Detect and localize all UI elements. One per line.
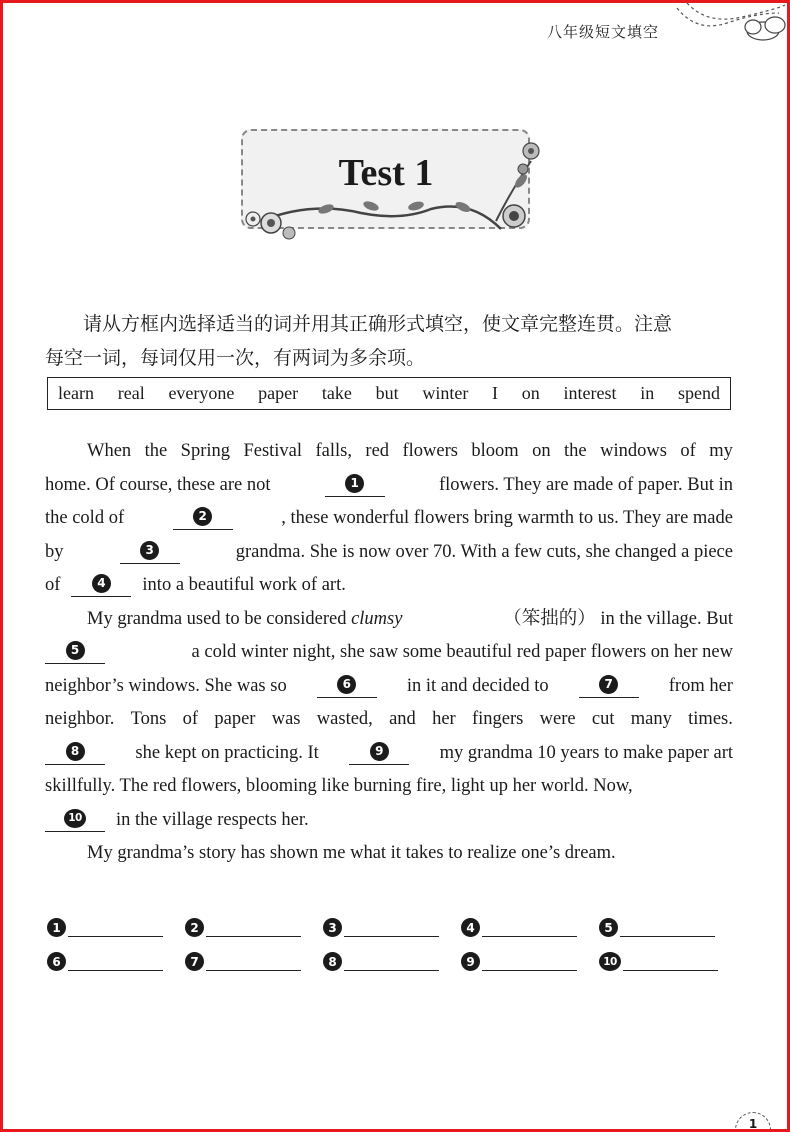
test-title-banner bbox=[231, 121, 551, 251]
passage-line: neighbor’s windows. She was so 6 in it and decided to 7 from her bbox=[45, 670, 733, 704]
word-bank-item: spend bbox=[677, 383, 720, 403]
instruction-line-1: 请从方框内选择适当的词并用其正确形式填空，使文章完整连贯。注意 bbox=[83, 313, 673, 335]
blank-number-badge: 9 bbox=[370, 742, 389, 761]
answer-item-8[interactable] bbox=[323, 952, 461, 973]
book-section-title: 八年级短文填空 bbox=[546, 23, 659, 41]
test-title: Test 1 bbox=[338, 152, 434, 194]
blank-number-badge: 1 bbox=[345, 474, 364, 493]
passage-line: the cold of 2 , these wonderful flowers bring warmth to us. They are made bbox=[45, 502, 733, 536]
passage-line: 8 she kept on practicing. It 9 my grandma 10 years to make paper art bbox=[45, 737, 733, 771]
answer-item-6[interactable] bbox=[47, 952, 185, 973]
word-bank-item: I bbox=[492, 383, 499, 403]
answer-number-badge: 1 bbox=[47, 918, 66, 937]
blank-number-badge: 8 bbox=[66, 742, 85, 761]
blank-6[interactable] bbox=[317, 675, 377, 698]
answer-row bbox=[47, 939, 737, 973]
answer-line[interactable] bbox=[68, 935, 163, 937]
answer-number-badge: 10 bbox=[599, 952, 621, 971]
blank-4[interactable] bbox=[71, 574, 131, 597]
blank-9[interactable] bbox=[349, 742, 409, 765]
answer-number-badge: 8 bbox=[323, 952, 342, 971]
blank-number-badge: 2 bbox=[193, 507, 212, 526]
answer-sheet bbox=[47, 905, 737, 973]
blank-7[interactable] bbox=[579, 675, 639, 698]
blank-number-badge: 3 bbox=[140, 541, 159, 560]
passage-line: When the Spring Festival falls, red flowers bloom on the windows of my bbox=[87, 441, 733, 461]
blank-number-badge: 5 bbox=[66, 641, 85, 660]
passage-line: 10 in the village respects her. bbox=[45, 804, 733, 838]
answer-number-badge: 2 bbox=[185, 918, 204, 937]
answer-number-badge: 3 bbox=[323, 918, 342, 937]
answer-item-2[interactable] bbox=[185, 918, 323, 939]
word-bank-item: interest bbox=[563, 383, 617, 403]
blank-3[interactable] bbox=[120, 541, 180, 564]
word-bank-item: paper bbox=[258, 383, 299, 403]
answer-number-badge: 6 bbox=[47, 952, 66, 971]
answer-line[interactable] bbox=[344, 969, 439, 971]
answer-item-10[interactable] bbox=[599, 952, 737, 973]
blank-1[interactable] bbox=[325, 474, 385, 497]
answer-item-3[interactable] bbox=[323, 918, 461, 939]
passage-line: skillfully. The red flowers, blooming like burning fire, light up her world. Now, bbox=[45, 776, 633, 796]
blank-number-badge: 6 bbox=[337, 675, 356, 694]
blank-number-badge: 7 bbox=[599, 675, 618, 694]
word-bank-item: everyone bbox=[168, 383, 235, 403]
corner-cloud-decoration bbox=[667, 3, 787, 51]
passage-line: by 3 grandma. She is now over 70. With a few cuts, she changed a piece bbox=[45, 536, 733, 570]
blank-number-badge: 10 bbox=[64, 809, 86, 828]
passage-line: home. Of course, these are not 1 flowers. They are made of paper. But in bbox=[45, 469, 733, 503]
answer-number-badge: 9 bbox=[461, 952, 480, 971]
answer-line[interactable] bbox=[620, 935, 715, 937]
blank-2[interactable] bbox=[173, 507, 233, 530]
word-bank-item: in bbox=[640, 383, 655, 403]
passage-line: My grandma used to be considered clumsy （笨拙的） in the village. But bbox=[87, 608, 733, 629]
passage-line: of 4 into a beautiful work of art. bbox=[45, 569, 733, 603]
instruction-line-2: 每空一词，每词仅用一次，有两词为多余项。 bbox=[45, 347, 426, 369]
answer-line[interactable] bbox=[482, 935, 577, 937]
word-bank-item: on bbox=[521, 383, 540, 403]
word-bank-item: learn bbox=[58, 383, 94, 403]
blank-number-badge: 4 bbox=[92, 574, 111, 593]
blank-10[interactable] bbox=[45, 809, 105, 832]
answer-line[interactable] bbox=[623, 969, 718, 971]
answer-item-7[interactable] bbox=[185, 952, 323, 973]
page-number: 1 bbox=[735, 1112, 771, 1132]
answer-line[interactable] bbox=[482, 969, 577, 971]
answer-line[interactable] bbox=[68, 969, 163, 971]
word-bank bbox=[47, 377, 731, 410]
answer-item-5[interactable] bbox=[599, 918, 737, 939]
instructions bbox=[45, 307, 745, 375]
passage bbox=[45, 435, 733, 871]
word-bank-item: real bbox=[117, 383, 145, 403]
passage-line: My grandma’s story has shown me what it takes to realize one’s dream. bbox=[87, 843, 616, 863]
answer-line[interactable] bbox=[206, 969, 301, 971]
blank-5[interactable] bbox=[45, 641, 105, 664]
passage-line: 5 a cold winter night, she saw some beautiful red paper flowers on her new bbox=[45, 636, 733, 670]
word-bank-item: but bbox=[375, 383, 399, 403]
answer-number-badge: 4 bbox=[461, 918, 480, 937]
word-bank-item: winter bbox=[422, 383, 469, 403]
answer-item-1[interactable] bbox=[47, 918, 185, 939]
answer-number-badge: 5 bbox=[599, 918, 618, 937]
answer-row bbox=[47, 905, 737, 939]
word-bank-item: take bbox=[321, 383, 352, 403]
blank-8[interactable] bbox=[45, 742, 105, 765]
passage-line: neighbor. Tons of paper was wasted, and her fingers were cut many times. bbox=[45, 709, 733, 729]
answer-item-9[interactable] bbox=[461, 952, 599, 973]
answer-number-badge: 7 bbox=[185, 952, 204, 971]
answer-line[interactable] bbox=[206, 935, 301, 937]
answer-line[interactable] bbox=[344, 935, 439, 937]
answer-item-4[interactable] bbox=[461, 918, 599, 939]
